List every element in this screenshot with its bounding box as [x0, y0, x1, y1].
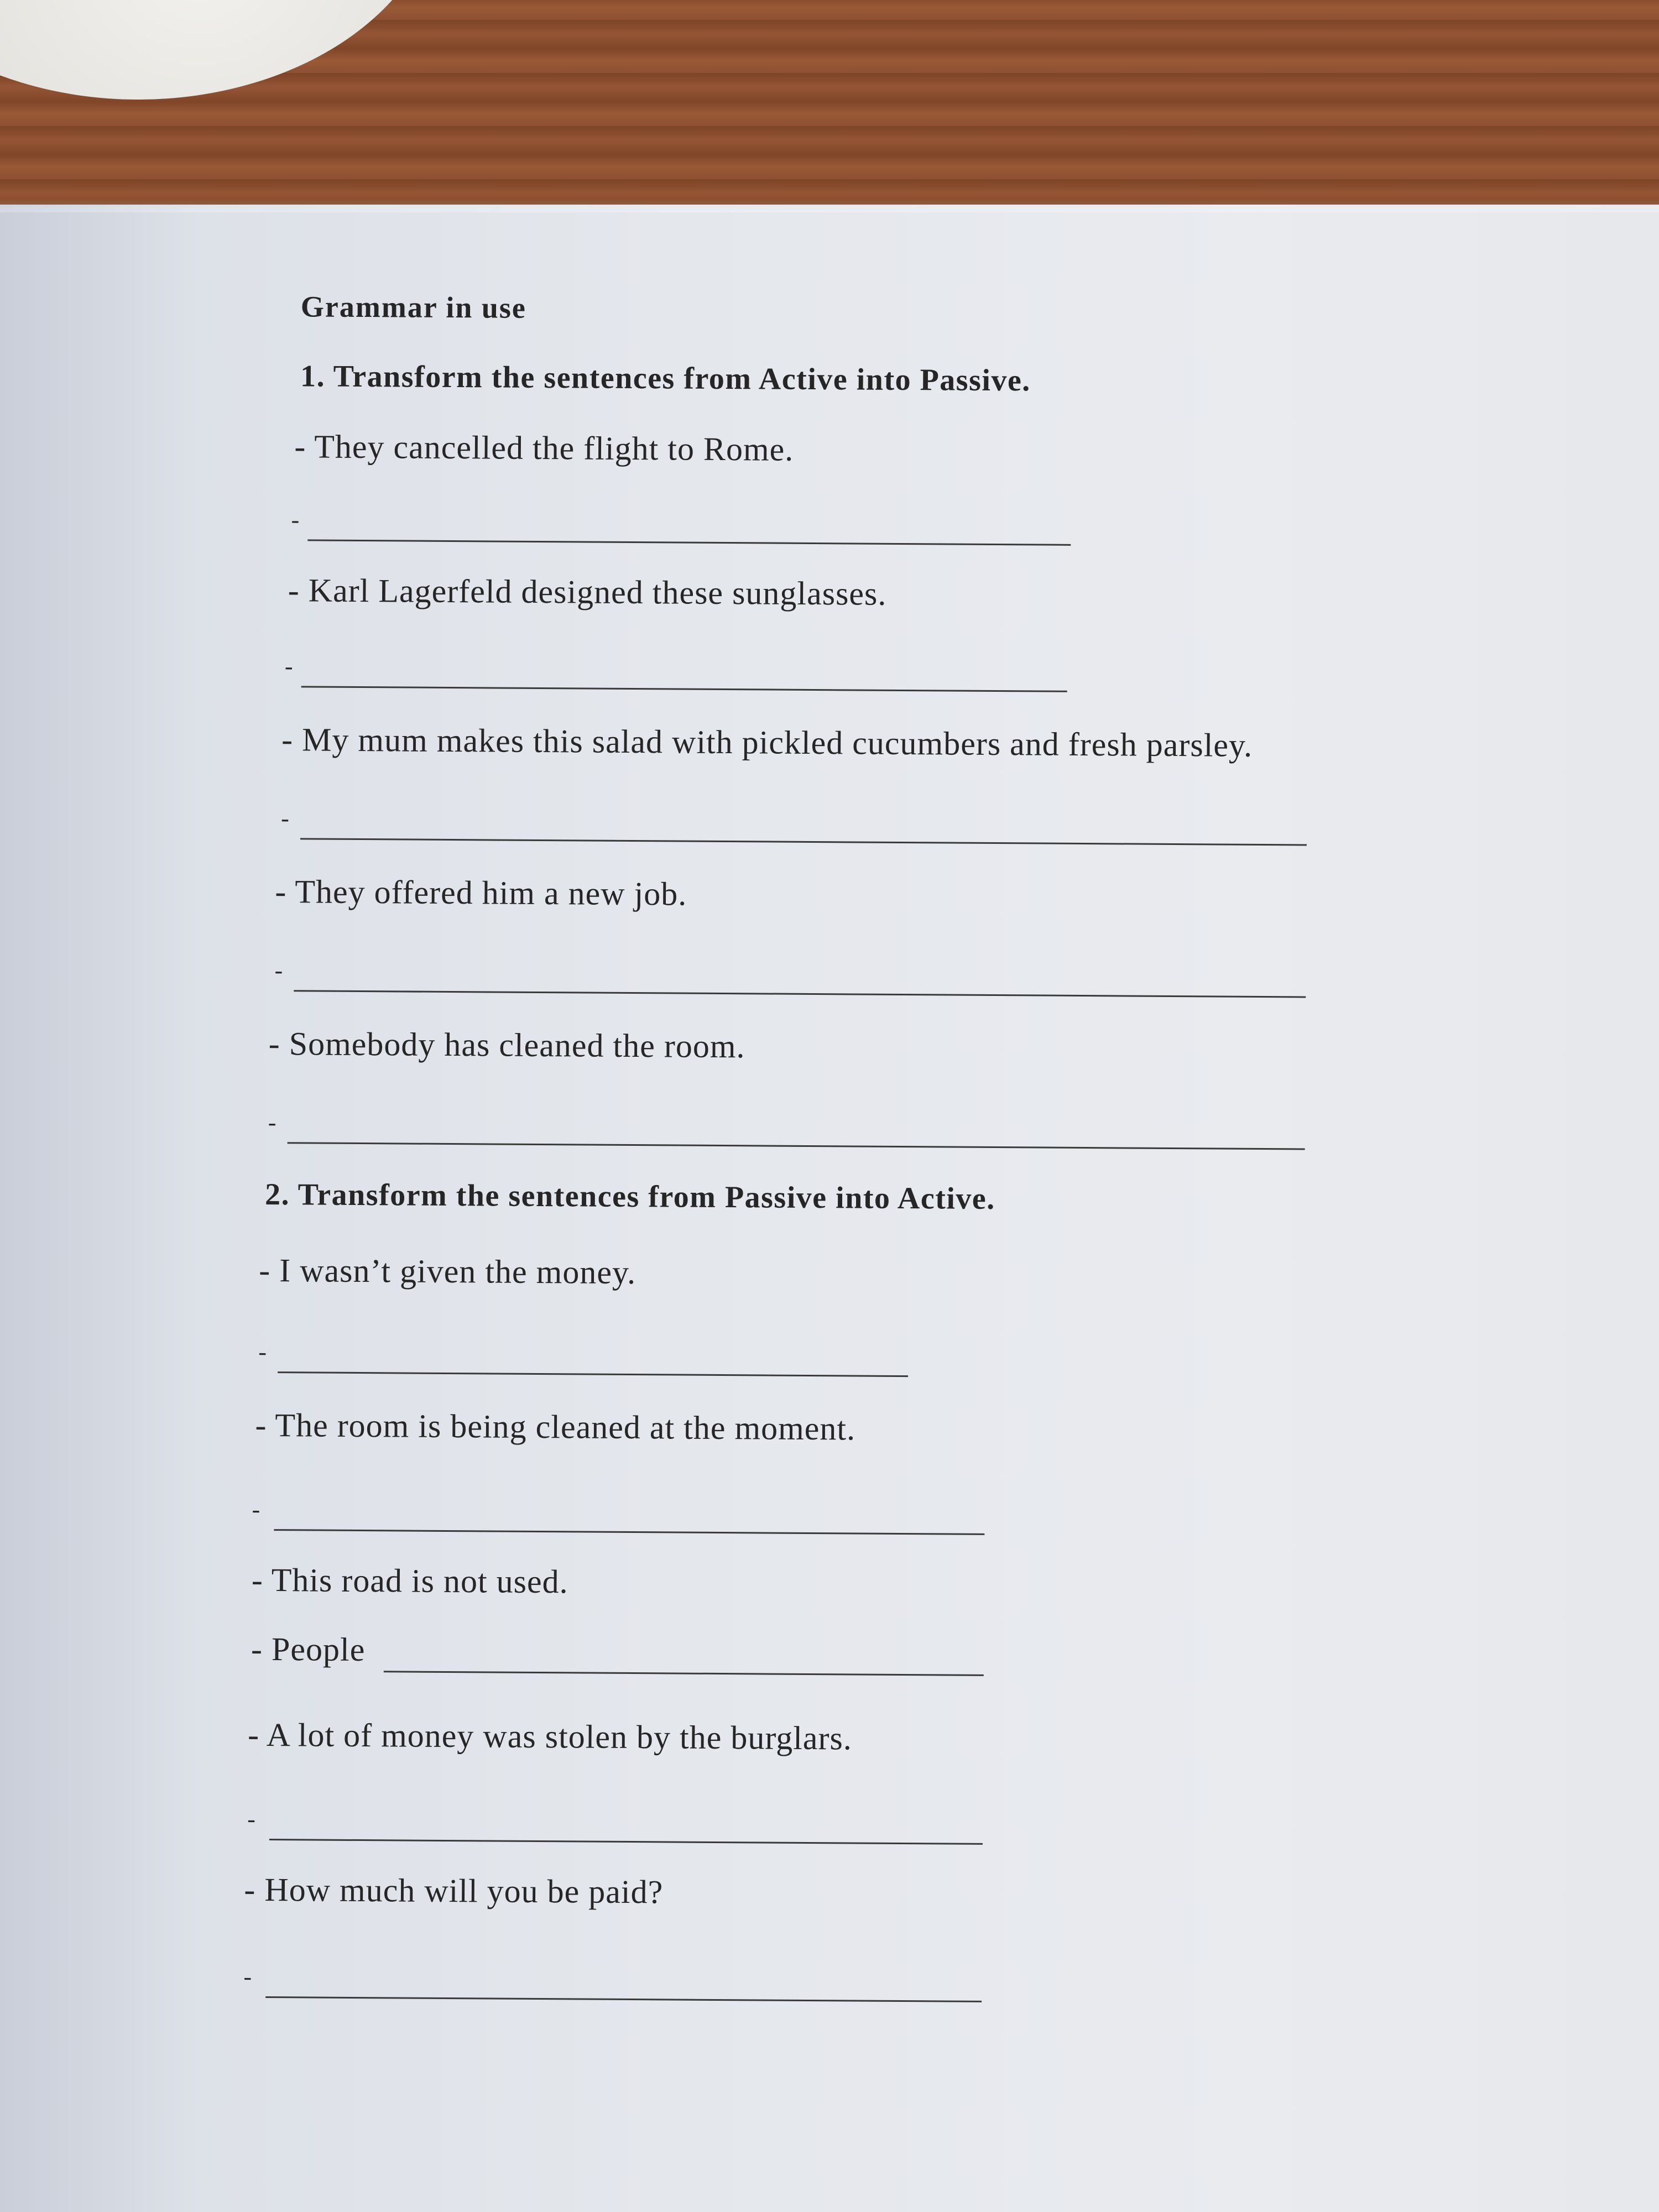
answer-dash: - — [284, 653, 293, 680]
answer-underline — [288, 1142, 1305, 1150]
worksheet-content — [0, 205, 1659, 2212]
sentence-1-2: - Karl Lagerfeld designed these sunglasses. — [288, 572, 887, 612]
answer-underline — [278, 1371, 908, 1377]
answer-dash: - — [281, 805, 290, 832]
sentence-2-2: - The room is being cleaned at the moment. — [255, 1406, 856, 1447]
answer-line-1-2[interactable] — [285, 654, 1070, 692]
answer-dash: - — [291, 506, 300, 534]
answer-underline — [301, 686, 1067, 692]
answer-dash: - — [268, 1108, 276, 1136]
answer-dash: - — [274, 957, 283, 984]
answer-line-2-2[interactable] — [252, 1495, 987, 1535]
sentence-1-1: - They cancelled the flight to Rome. — [294, 428, 794, 468]
answer-line-1-3[interactable] — [281, 806, 1310, 846]
sentence-2-4: - A lot of money was stolen by the burglars. — [247, 1716, 853, 1757]
answer-line-2-4[interactable] — [247, 1807, 985, 1845]
answer-underline — [269, 1839, 983, 1845]
answer-underline — [294, 990, 1306, 998]
people-prompt: - People — [251, 1630, 366, 1668]
answer-dash: - — [258, 1338, 267, 1365]
sentence-2-5: - How much will you be paid? — [244, 1871, 664, 1911]
sentence-2-3: - This road is not used. — [251, 1561, 568, 1600]
answer-underline — [384, 1671, 984, 1676]
section-1-heading: 1. Transform the sentences from Active into Passive. — [300, 359, 1031, 398]
answer-line-1-1[interactable] — [291, 508, 1076, 546]
answer-underline — [265, 1996, 982, 2002]
answer-line-1-5[interactable] — [268, 1110, 1308, 1150]
answer-dash: - — [252, 1495, 260, 1523]
answer-underline — [300, 838, 1307, 846]
sentence-1-4: - They offered him a new job. — [275, 873, 687, 912]
answer-underline — [307, 539, 1071, 545]
answer-dash: - — [243, 1963, 252, 1990]
sentence-1-5: - Somebody has cleaned the room. — [268, 1025, 745, 1065]
sentence-1-3: - My mum makes this salad with pickled cucumbers and fresh parsley. — [281, 721, 1253, 764]
answer-line-2-3[interactable] — [251, 1627, 987, 1676]
answer-underline — [274, 1529, 984, 1535]
section-2-heading: 2. Transform the sentences from Passive into Active. — [264, 1177, 995, 1217]
worksheet-title: Grammar in use — [300, 290, 527, 325]
answer-dash: - — [247, 1805, 255, 1833]
answer-line-2-1[interactable] — [258, 1340, 911, 1377]
answer-line-1-4[interactable] — [274, 958, 1308, 998]
answer-line-2-5[interactable] — [243, 1965, 984, 2002]
sentence-2-1: - I wasn’t given the money. — [259, 1251, 637, 1291]
